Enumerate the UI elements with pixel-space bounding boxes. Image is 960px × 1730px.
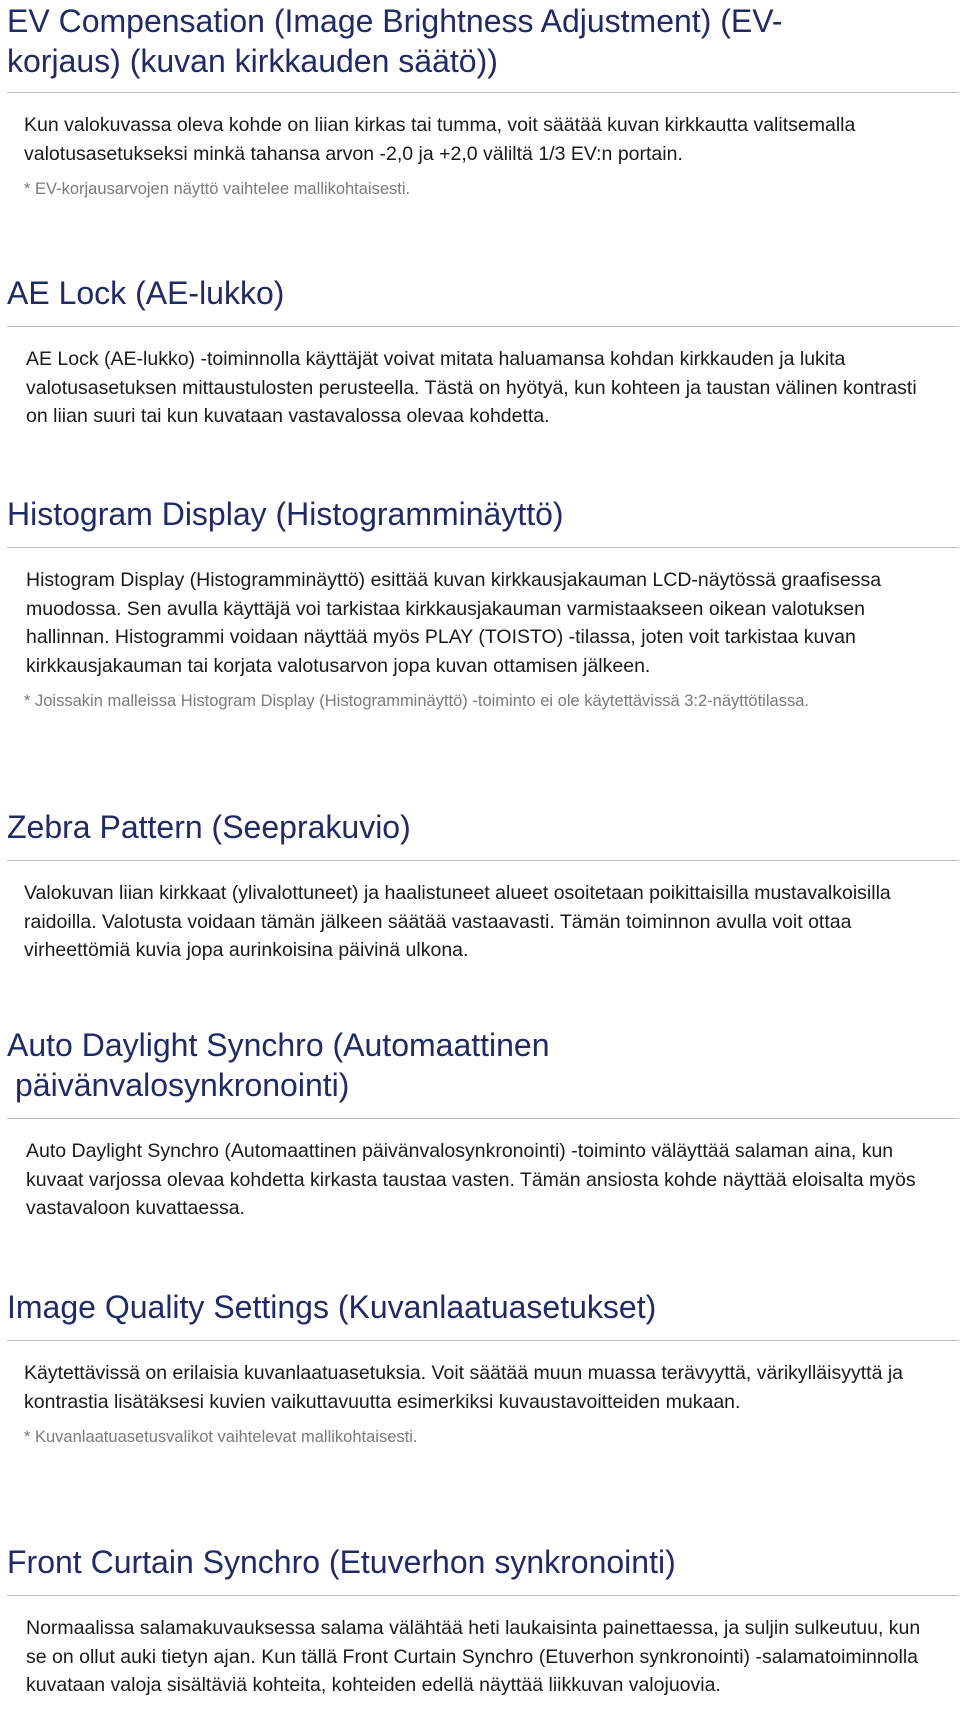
- heading-line-2: korjaus) (kuvan kirkkauden säätö)): [7, 43, 498, 79]
- section-divider: [7, 1595, 959, 1596]
- section-heading: Image Quality Settings (Kuvanlaatuasetukset): [7, 1289, 657, 1325]
- heading-line-2: päivänvalosynkronointi): [15, 1067, 350, 1103]
- section-histogram-display: [0, 494, 960, 712]
- section-note: * Kuvanlaatuasetusvalikot vaihtelevat mallikohtaisesti.: [24, 1428, 418, 1446]
- section-body: Normaalissa salamakuvauksessa salama välähtää heti laukaisinta painettaessa, ja suljin sulkeutuu, kun se on ollut auki tietyn ajan. Kun tällä Front Curtain Synchro (Etuverhon synkronointi) -salamatoiminnolla kuvataan valoja sisältäviä kohteita, kohteiden edellä näyttää liikkuvan valojuovia.: [26, 1617, 921, 1696]
- section-body: Auto Daylight Synchro (Automaattinen päivänvalosynkronointi) -toiminto väläyttää salaman aina, kun kuvaat varjossa olevaa kohdetta kirkasta taustaa vasten. Tämän ansiosta kohde näyttää eloisalta myös vastavaloon kuvattaessa.: [26, 1140, 916, 1219]
- section-divider: [7, 1340, 959, 1341]
- section-heading: Histogram Display (Histogramminäyttö): [7, 496, 564, 532]
- section-divider: [7, 860, 959, 861]
- section-auto-daylight-synchro: [0, 1025, 960, 1223]
- section-heading: [0, 1025, 960, 1105]
- section-heading: Zebra Pattern (Seeprakuvio): [7, 809, 411, 845]
- section-heading: [0, 0, 960, 81]
- section-image-quality-settings: [0, 1287, 960, 1448]
- section-body: Histogram Display (Histogramminäyttö) esittää kuvan kirkkausjakauman LCD-näytössä graafisessa muodossa. Sen avulla käyttäjä voi tarkistaa kirkkausjakauman varmistaakseen oikean valotuksen hallinnan. Histogrammi voidaan näyttää myös PLAY (TOISTO) -tilassa, joten voit tarkistaa kuvan kirkkausjakauman tai korjata valotusarvon jopa kuvan ottamisen jälkeen.: [26, 569, 882, 677]
- section-front-curtain-synchro: [0, 1542, 960, 1700]
- heading-line-1: EV Compensation (Image Brightness Adjustment) (EV-: [7, 3, 783, 39]
- section-body: Valokuvan liian kirkkaat (ylivalottuneet) ja haalistuneet alueet osoitetaan poikittaisilla mustavalkoisilla raidoilla. Valotusta voidaan tämän jälkeen säätää vastaavasti. Tämän toiminnon avulla voit ottaa virheettömiä kuvia jopa aurinkoisina päivinä ulkona.: [24, 882, 891, 961]
- section-divider: [7, 326, 959, 327]
- heading-line-1: Auto Daylight Synchro (Automaattinen: [7, 1027, 550, 1063]
- section-ae-lock: [0, 273, 960, 431]
- section-body: Käytettävissä on erilaisia kuvanlaatuasetuksia. Voit säätää muun muassa terävyyttä, värikylläisyyttä ja kontrastia lisätäksesi kuvien vaikuttavuutta esimerkiksi kuvaustavoitteiden mukaan.: [24, 1362, 904, 1413]
- section-zebra-pattern: [0, 807, 960, 965]
- section-heading: AE Lock (AE-lukko): [7, 275, 285, 311]
- section-divider: [7, 547, 959, 548]
- section-body: AE Lock (AE-lukko) -toiminnolla käyttäjät voivat mitata haluamansa kohdan kirkkauden ja lukita valotusasetuksen mittaustulosten perusteella. Tästä on hyötyä, kun kohteen ja taustan välinen kontrasti on liian suuri tai kun kuvataan vastavalossa olevaa kohdetta.: [26, 348, 917, 427]
- section-note: * EV-korjausarvojen näyttö vaihtelee mallikohtaisesti.: [24, 180, 411, 198]
- section-note: * Joissakin malleissa Histogram Display (Histogramminäyttö) -toiminto ei ole käytettävissä 3:2-näyttötilassa.: [24, 692, 809, 710]
- section-divider: [7, 1118, 959, 1119]
- section-heading: Front Curtain Synchro (Etuverhon synkronointi): [7, 1544, 676, 1580]
- section-divider: [7, 92, 959, 93]
- section-body: Kun valokuvassa oleva kohde on liian kirkas tai tumma, voit säätää kuvan kirkkautta valitsemalla valotusasetukseksi minkä tahansa arvon -2,0 ja +2,0 väliltä 1/3 EV:n portain.: [24, 114, 856, 165]
- section-ev-compensation: [0, 0, 960, 200]
